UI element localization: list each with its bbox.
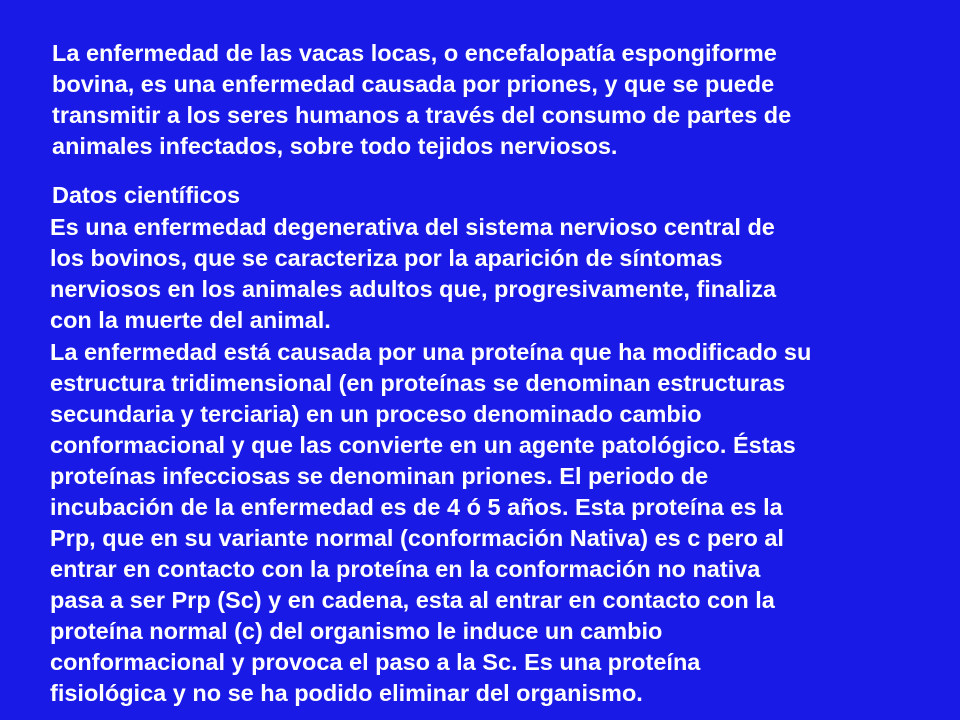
detail-paragraph: La enfermedad está causada por una proteína que ha modificado su estructura tridimensional (en proteínas se denominan estructuras secundaria y terciaria) en un proceso denominado cambio conformacional y que las convierte en un agente patológico. Éstas proteínas infecciosas se denominan priones. El periodo de incubación de la enfermedad es de 4 ó 5 años. Esta proteína es la Prp, que en su variante normal (conformación Nativa) es c pero al entrar en contacto con la proteína en la conformación no nativa pasa a ser Prp (Sc) y en cadena, esta al entrar en contacto con la proteína normal (c) del organismo le induce un cambio conformacional y provoca el paso a la Sc. Es una proteína fisiológica y no se ha podido eliminar del organismo. — [50, 339, 812, 706]
intro-paragraph: La enfermedad de las vacas locas, o encefalopatía espongiforme bovina, es una enfermedad causada por priones, y que se puede transmitir a los seres humanos a través del consumo de partes de animales infectados, sobre todo tejidos nerviosos. — [52, 40, 792, 159]
section-paragraph: Es una enfermedad degenerativa del sistema nervioso central de los bovinos, que se caracteriza por la aparición de síntomas nerviosos en los animales adultos que, progresivamente, finaliza con la muerte del animal. — [50, 214, 777, 333]
section-heading: Datos científicos — [52, 182, 241, 208]
